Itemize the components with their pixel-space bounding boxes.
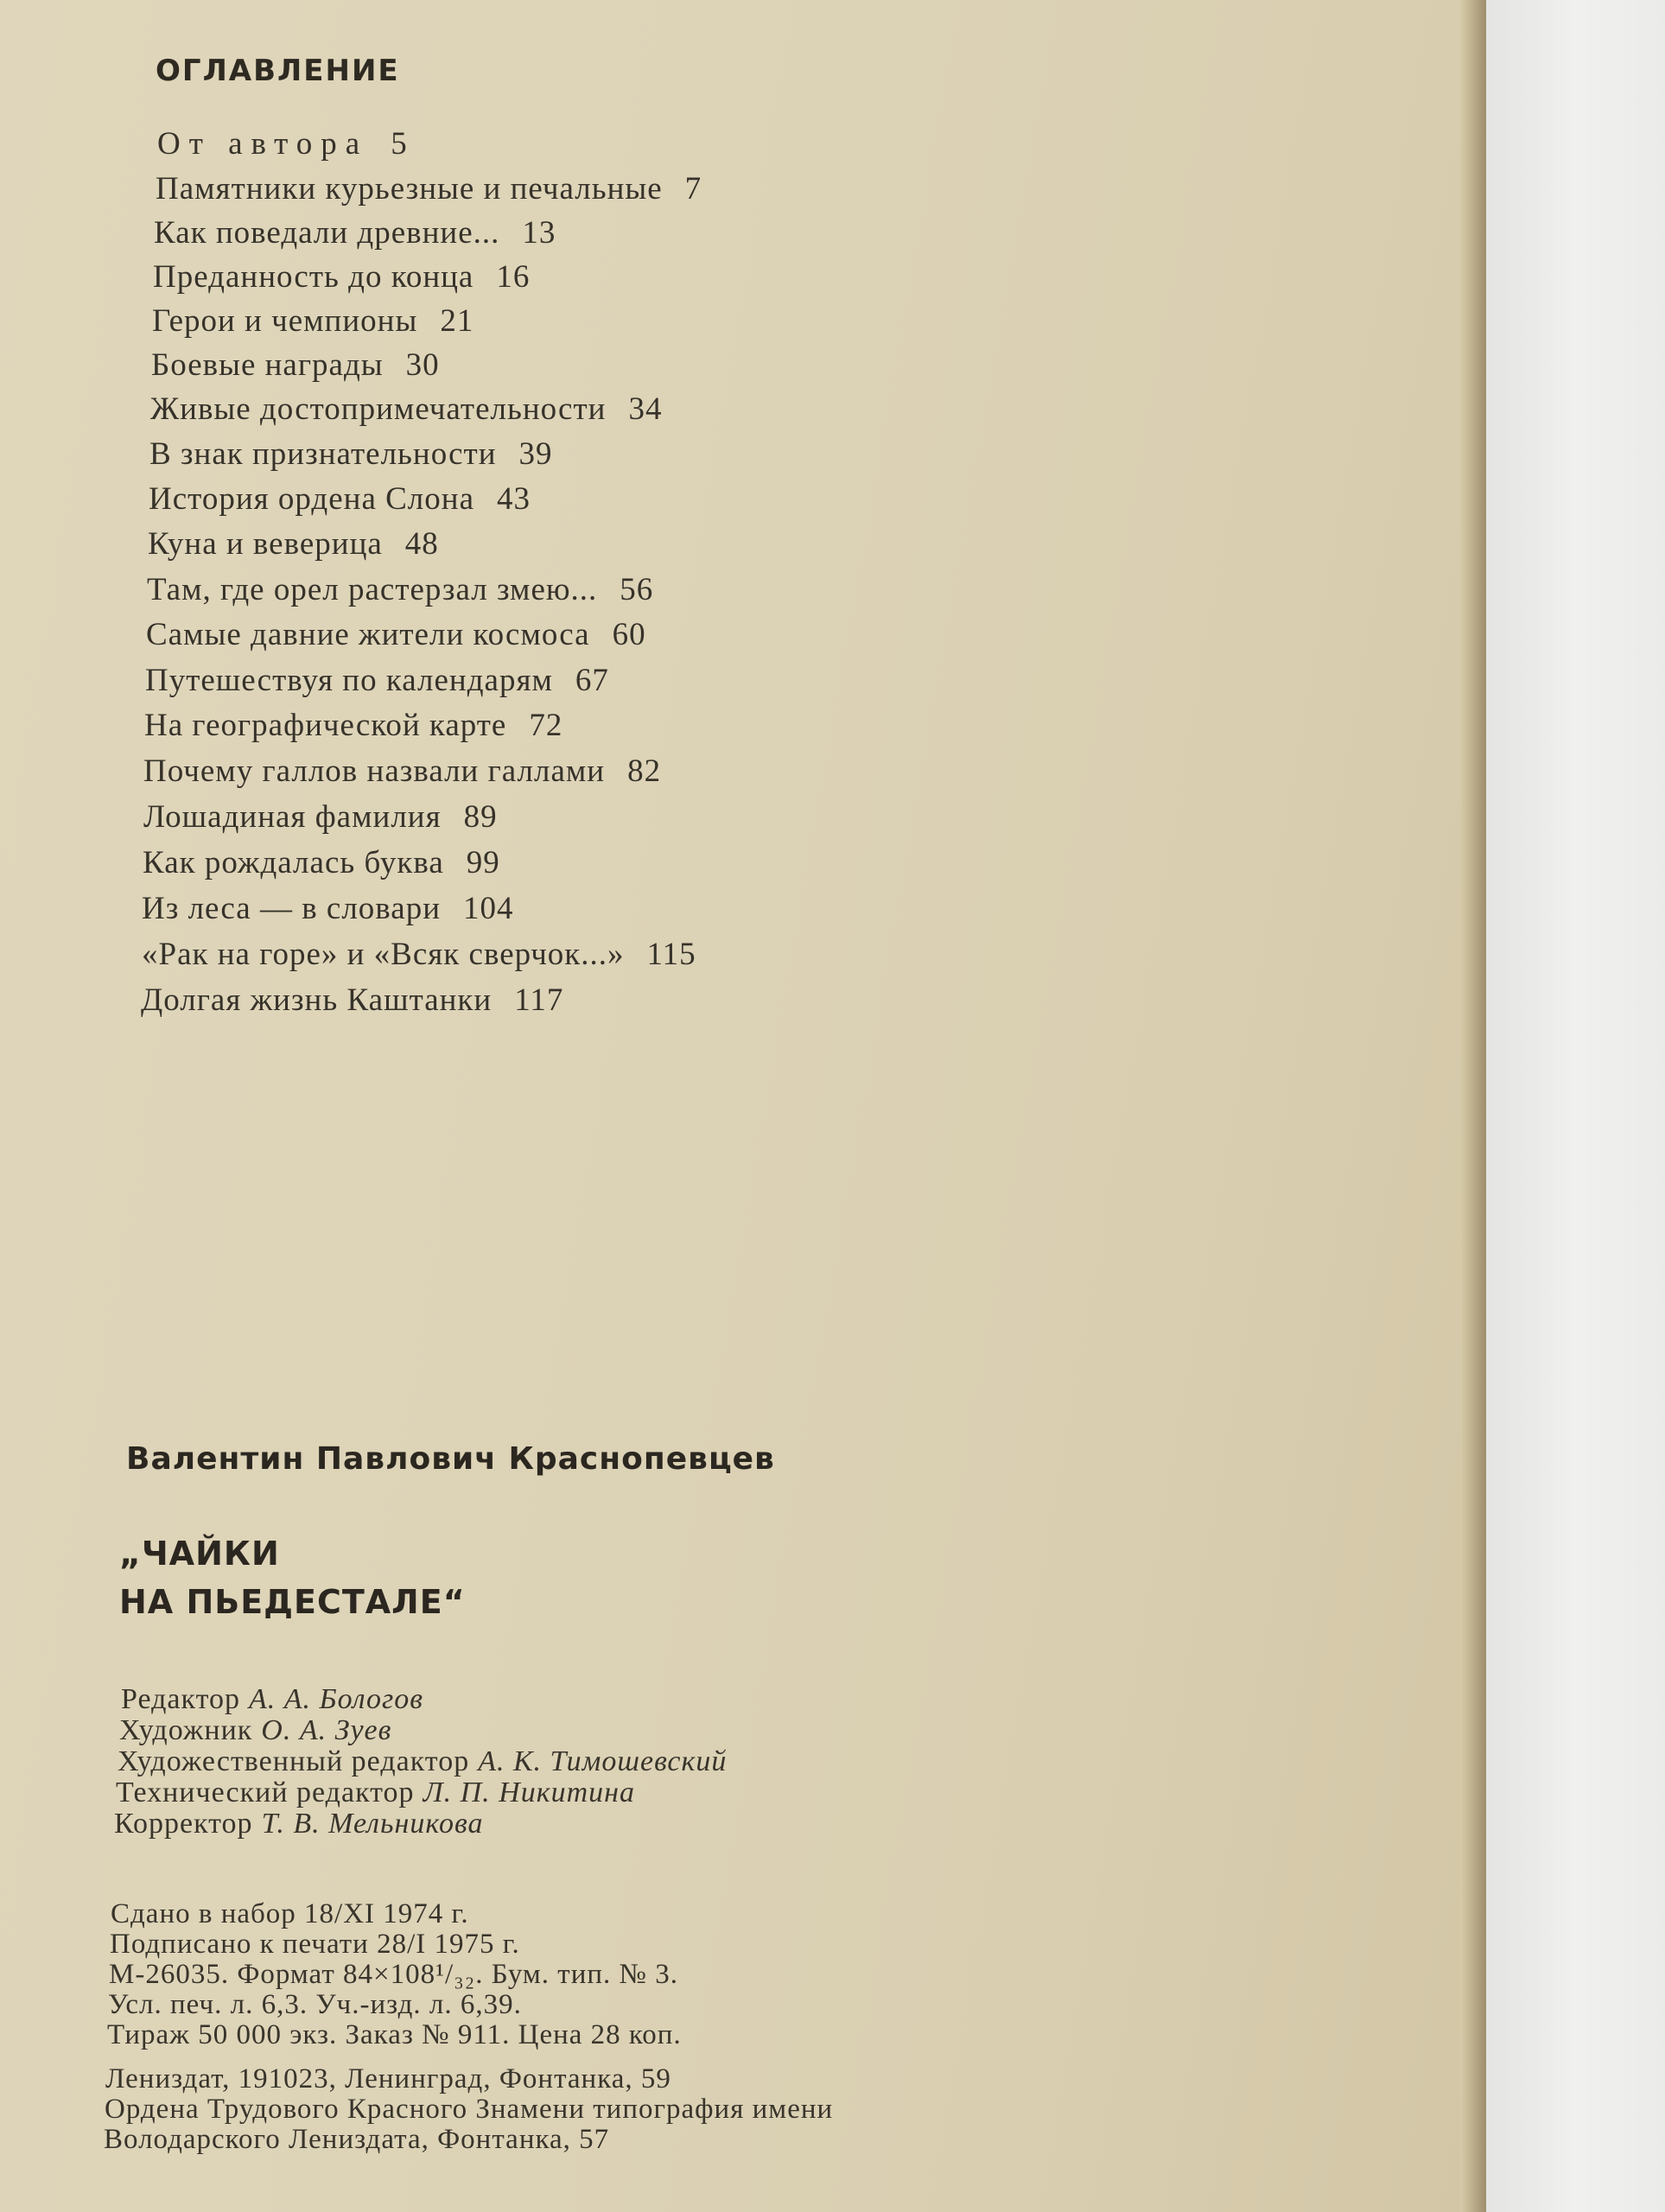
toc-entry-title: Почему галлов назвали галлами — [143, 753, 606, 789]
toc-entry-title: Лошадиная фамилия — [143, 799, 442, 835]
credit-line — [121, 1683, 423, 1716]
publisher-line: Лениздат, 191023, Ленинград, Фонтанка, 59 — [105, 2063, 671, 2094]
toc-entry-page: 115 — [646, 937, 696, 972]
toc-entry — [157, 125, 408, 162]
toc-entry — [154, 214, 556, 251]
toc-entry-page: 13 — [522, 215, 556, 251]
credit-role: Технический редактор — [116, 1777, 415, 1808]
print-detail-line: Усл. печ. л. 6,3. Уч.-изд. л. 6,39. — [108, 1989, 522, 2020]
toc-entry — [145, 662, 609, 699]
credit-name: Т. В. Мельникова — [261, 1808, 484, 1840]
toc-entry-title: На географической карте — [144, 708, 507, 743]
credit-name: А. А. Бологов — [248, 1683, 423, 1715]
credit-line — [116, 1777, 635, 1809]
credit-line — [114, 1808, 483, 1840]
book-title-line: „ЧАЙКИ — [119, 1535, 280, 1573]
toc-entry — [150, 391, 662, 428]
toc-entry-title: Из леса — в словари — [142, 891, 442, 926]
print-detail-line: М-26035. Формат 84×108¹/₃₂. Бум. тип. № 3. — [109, 1959, 679, 1990]
toc-entry-title: Долгая жизнь Каштанки — [141, 982, 493, 1018]
toc-entry-page: 30 — [405, 347, 440, 383]
toc-entry-page: 56 — [620, 572, 654, 607]
background-strip — [1486, 0, 1665, 2212]
toc-entry-title: Боевые награды — [151, 347, 384, 383]
credit-role: Художник — [119, 1714, 253, 1746]
toc-entry-title: От автора — [157, 126, 369, 162]
toc-entry — [148, 525, 439, 563]
toc-entry-page: 67 — [575, 663, 609, 698]
credit-role: Художественный редактор — [118, 1745, 470, 1777]
publisher-line: Володарского Лениздата, Фонтанка, 57 — [104, 2124, 610, 2155]
toc-entry-page: 60 — [612, 617, 646, 652]
toc-entry-title: Преданность до конца — [153, 259, 474, 295]
toc-entry-page: 43 — [497, 481, 531, 517]
toc-entry — [143, 753, 661, 790]
page-edge — [1460, 0, 1486, 2212]
toc-entry-page: 48 — [404, 526, 439, 562]
print-detail-line: Сдано в набор 18/XI 1974 г. — [111, 1898, 469, 1929]
toc-entry — [153, 258, 530, 296]
toc-entry-title: «Рак на горе» и «Всяк сверчок...» — [142, 937, 625, 972]
toc-entry — [146, 616, 646, 653]
toc-entry — [147, 571, 653, 608]
toc-entry-title: Куна и веверица — [148, 526, 383, 562]
toc-entry — [152, 302, 473, 340]
toc-entry — [141, 982, 563, 1019]
book-title — [119, 1529, 466, 1626]
toc-entry-title: Как рождалась буква — [143, 845, 444, 880]
toc-entry — [142, 890, 514, 927]
toc-entry — [143, 798, 498, 836]
toc-entry-page: 39 — [518, 436, 553, 472]
toc-entry-title: Самые давние жители космоса — [146, 617, 590, 652]
credit-role: Корректор — [114, 1808, 253, 1840]
toc-heading: ОГЛАВЛЕНИЕ — [156, 54, 400, 88]
credit-line — [118, 1745, 727, 1778]
toc-entry-title: Там, где орел растерзал змею... — [147, 572, 598, 607]
toc-entry — [156, 170, 702, 207]
credit-role: Редактор — [121, 1683, 240, 1715]
toc-entry-page: 72 — [529, 708, 563, 743]
credit-line — [119, 1714, 391, 1747]
toc-entry-page: 21 — [440, 303, 474, 339]
toc-entry-page: 5 — [391, 126, 408, 162]
author-name: Валентин Павлович Краснопевцев — [126, 1441, 775, 1477]
toc-entry-page: 16 — [496, 259, 531, 295]
toc-entry — [149, 435, 553, 473]
toc-entry-title: Герои и чемпионы — [152, 303, 418, 339]
print-detail-line: Тираж 50 000 экз. Заказ № 911. Цена 28 коп. — [107, 2019, 682, 2050]
toc-entry-page: 34 — [628, 391, 663, 427]
toc-entry-page: 89 — [463, 799, 498, 835]
toc-entry-title: Как поведали древние... — [154, 215, 500, 251]
toc-entry — [143, 844, 500, 881]
toc-entry-title: Живые достопримечательности — [150, 391, 607, 427]
toc-entry-page: 117 — [514, 982, 564, 1018]
toc-entry-title: История ордена Слона — [149, 481, 474, 517]
toc-entry — [142, 936, 696, 973]
toc-entry-page: 104 — [463, 891, 514, 926]
toc-entry-title: Путешествуя по календарям — [145, 663, 553, 698]
toc-entry — [151, 346, 440, 384]
toc-entry-title: Памятники курьезные и печальные — [156, 171, 663, 207]
credit-name: А. К. Тимошевский — [478, 1745, 728, 1777]
book-title-line: НА ПЬЕДЕСТАЛЕ“ — [119, 1583, 466, 1621]
print-detail-line: Подписано к печати 28/I 1975 г. — [110, 1929, 520, 1960]
toc-entry — [144, 707, 562, 744]
credit-name: О. А. Зуев — [261, 1714, 392, 1746]
toc-entry-title: В знак признательности — [149, 436, 497, 472]
publisher-line: Ордена Трудового Красного Знамени типография имени — [105, 2094, 834, 2125]
toc-entry — [149, 480, 531, 518]
toc-entry-page: 7 — [684, 171, 702, 207]
credit-name: Л. П. Никитина — [423, 1777, 636, 1808]
toc-entry-page: 99 — [466, 845, 500, 880]
toc-entry-page: 82 — [627, 753, 662, 789]
